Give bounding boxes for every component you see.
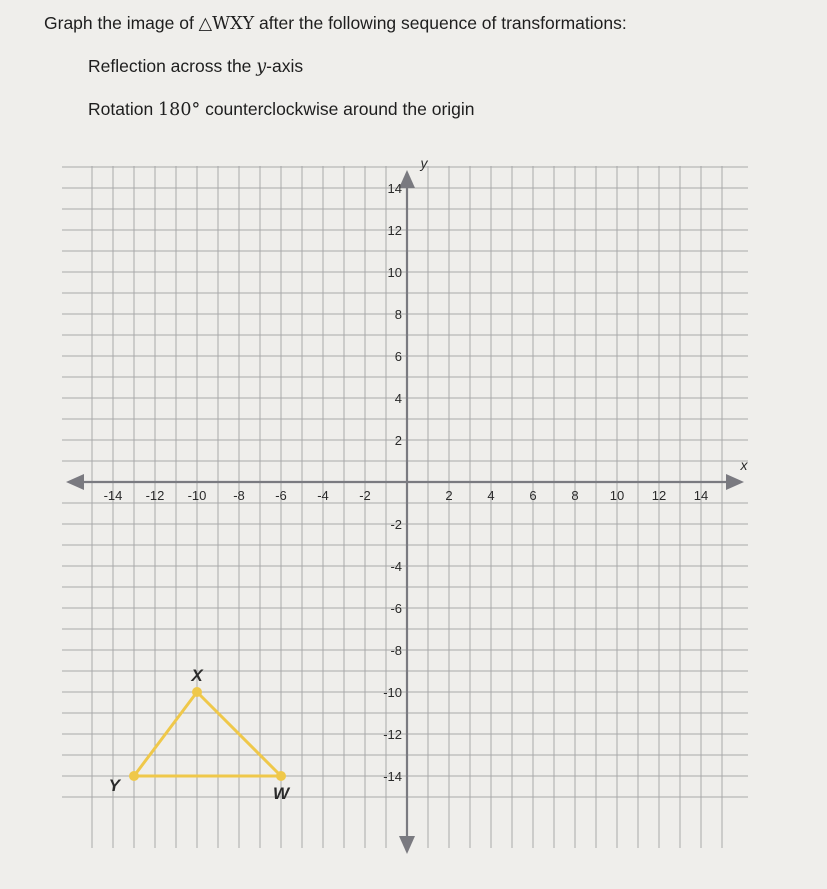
x-tick-label: -4: [317, 488, 329, 503]
y-tick-label: 6: [394, 349, 402, 364]
y-tick-label: -4: [390, 559, 402, 574]
step-reflection-axis: y: [256, 57, 267, 77]
y-tick-label: 14: [387, 181, 402, 196]
axis-arrowheads: [66, 170, 744, 854]
step-rotation-text: Rotation: [88, 99, 159, 119]
x-tick-label: 12: [651, 488, 667, 503]
step-rotation-angle: 180°: [158, 100, 201, 120]
y-tick-label: 8: [394, 307, 402, 322]
x-tick-label: 4: [487, 488, 495, 503]
step-reflection-after: -axis: [266, 56, 304, 76]
question-intro: Graph the image of: [44, 13, 199, 33]
axes: [80, 182, 730, 836]
vertex-x-point: [192, 687, 202, 697]
step-rotation: [88, 98, 814, 121]
vertex-w-label: W: [272, 784, 290, 803]
x-tick-label: -12: [145, 488, 165, 503]
x-tick-label: -2: [359, 488, 371, 503]
grid: [62, 166, 748, 848]
x-tick-label: -14: [103, 488, 123, 503]
step-rotation-after: counterclockwise around the origin: [200, 99, 475, 119]
vertex-x-label: X: [191, 666, 203, 685]
x-axis-left-arrow: [66, 474, 84, 490]
y-tick-label: 2: [394, 433, 402, 448]
x-tick-label: -8: [233, 488, 245, 503]
y-axis-down-arrow: [399, 836, 415, 854]
vertex-y-point: [129, 771, 139, 781]
y-tick-label: -2: [390, 517, 402, 532]
y-tick-label: -10: [383, 685, 402, 700]
x-tick-label: 6: [529, 488, 537, 503]
question-outro: after the following sequence of transformations:: [254, 13, 627, 33]
x-tick-label: 10: [609, 488, 625, 503]
y-tick-label: 12: [387, 223, 402, 238]
x-tick-label: 2: [445, 488, 453, 503]
triangle-name: △WXY: [198, 14, 255, 34]
x-axis-label: x: [740, 457, 748, 473]
vertex-y-label: Y: [108, 776, 120, 795]
vertex-w-point: [276, 771, 286, 781]
x-tick-label: 14: [693, 488, 709, 503]
step-reflection: [88, 55, 814, 78]
x-tick-label: -10: [187, 488, 207, 503]
x-tick-label: -6: [275, 488, 287, 503]
y-tick-label: 4: [394, 391, 402, 406]
step-reflection-text: Reflection across the: [88, 56, 257, 76]
y-tick-label: -6: [390, 601, 402, 616]
y-tick-label: 10: [387, 265, 402, 280]
y-axis-label: y: [420, 155, 428, 171]
x-tick-label: 8: [571, 488, 579, 503]
question-prompt: [44, 12, 814, 141]
y-tick-label: -12: [383, 727, 402, 742]
y-tick-label: -14: [383, 769, 402, 784]
y-tick-label: -8: [390, 643, 402, 658]
question-title: [44, 12, 814, 35]
x-axis-right-arrow: [726, 474, 744, 490]
